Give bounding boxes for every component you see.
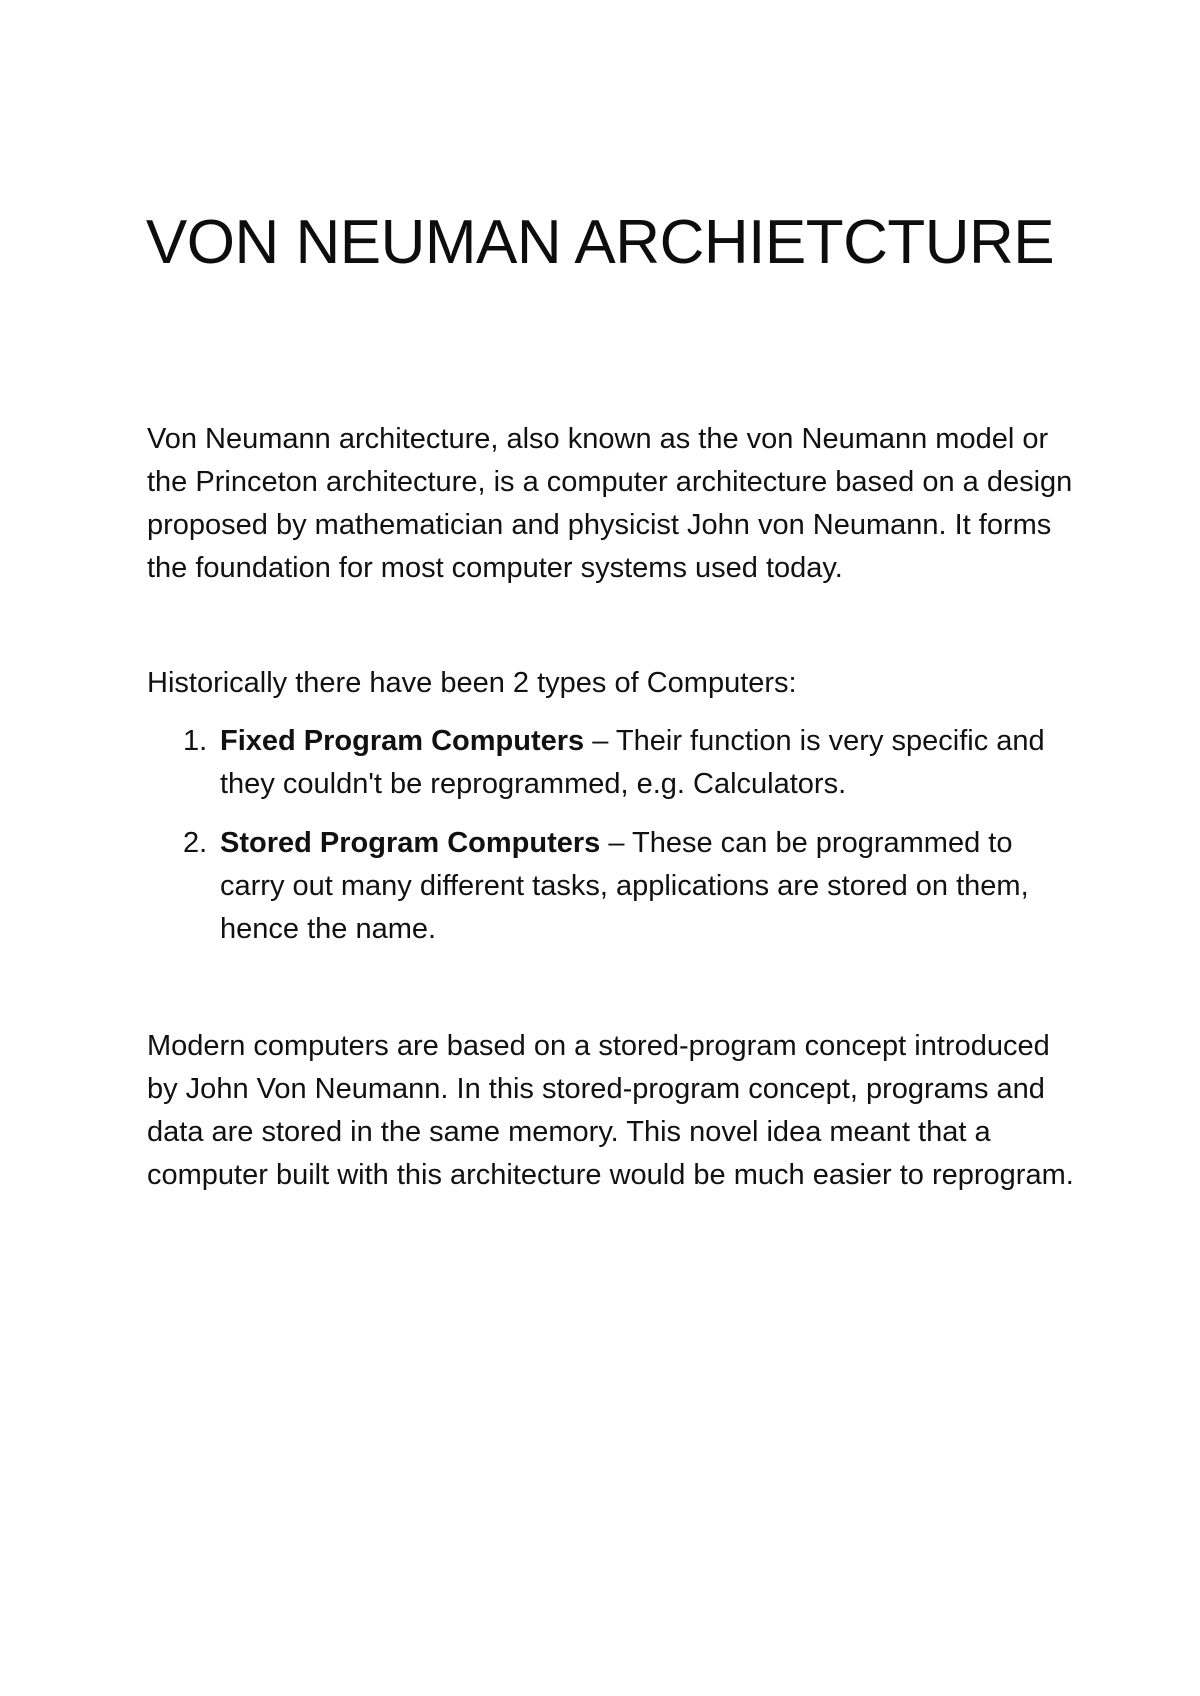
types-intro-paragraph: Historically there have been 2 types of Computers: [147,667,797,699]
computer-types-list [147,720,1077,967]
list-item-term: Stored Program Computers [220,827,601,859]
document-title: VON NEUMAN ARCHIETCTURE [145,208,1055,277]
list-item-number: 1. [183,725,208,757]
list-item-number: 2. [183,827,208,859]
modern-computers-paragraph: Modern computers are based on a stored-program concept introduced by John Von Neumann. In this stored-program concept, programs and data are stored in the same memory. This novel idea meant that a computer built with this architecture would be much easier to reprogram. [147,1030,1074,1191]
list-item-description: – These can be programmed to carry out many different tasks, applications are stored on them, hence the name. [220,827,1029,945]
list-item-term: Fixed Program Computers [220,725,585,757]
list-item [147,822,1077,951]
intro-paragraph: Von Neumann architecture, also known as the von Neumann model or the Princeton architecture, is a computer architecture based on a design proposed by mathematician and physicist John von Neumann. It forms the foundation for most computer systems used today. [147,423,1073,584]
list-item-description: – Their function is very specific and they couldn't be reprogrammed, e.g. Calculators. [220,725,1045,800]
list-item [147,720,1077,806]
